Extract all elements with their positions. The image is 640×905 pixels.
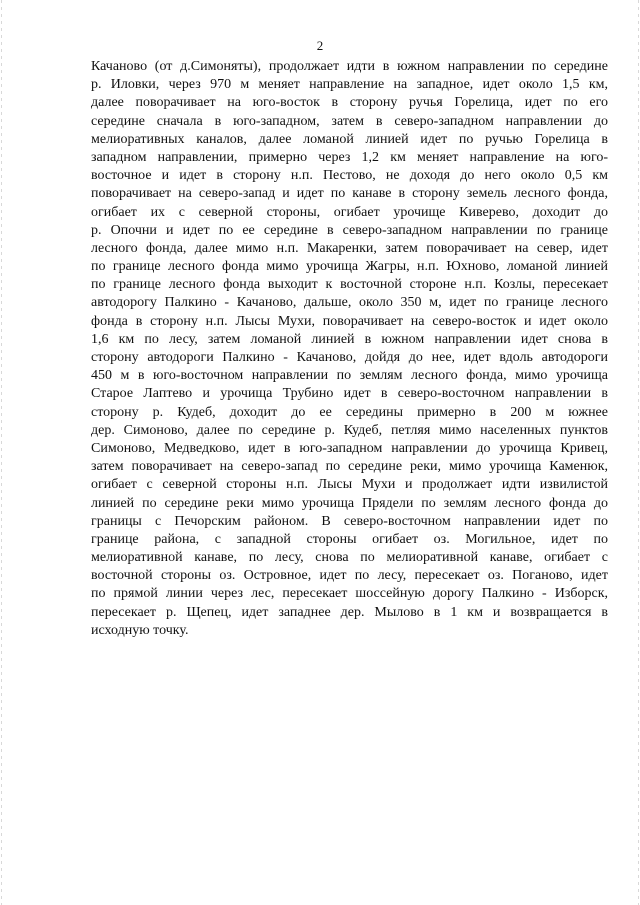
text-line: мелиоративных каналов, далее ломаной линией идет по ручью Горелица в [91,131,608,147]
text-line: поворачивает на северо-запад и идет по канаве в сторону земель лесного фонда, [91,186,608,202]
text-line: мелиоративной канаве, по лесу, снова по мелиоративной канаве, огибает с [91,550,608,566]
text-line: по прямой линии через лес, пересекает шоссейную дорогу Палкино - Изборск, [91,586,608,602]
text-line: автодорогу Палкино - Качаново, дальше, около 350 м, идет по границе лесного [91,295,608,311]
text-line: 1,6 км по лесу, затем ломаной линией в южном направлении идет снова в [91,331,608,347]
body-paragraph [91,58,608,640]
text-line: дер. Симоново, далее по середине р. Кудеб, петляя мимо населенных пунктов [91,422,608,438]
text-line: сторону р. Кудеб, доходит до ее середины примерно в 200 м южнее [91,404,608,420]
text-line: огибает их с северной стороны, огибает урочище Киверево, доходит до [91,204,608,220]
text-line: сторону автодороги Палкино - Качаново, дойдя до нее, идет вдоль автодороги [91,350,608,365]
text-line: восточной стороны оз. Островное, идет по лесу, пересекает оз. Поганово, идет [91,568,608,584]
text-line: границе района, с западной стороны огибает оз. Могильное, идет по [91,531,608,547]
text-line: Старое Лаптево и урочища Трубино идет в северо-восточном направлении в [91,386,608,402]
text-line: пересекает р. Щепец, идет западнее дер. Мылово в 1 км и возвращается в [91,604,608,620]
text-line: фонда в сторону н.п. Лысы Мухи, поворачивает на северо-восток и идет около [91,313,608,329]
text-line: р. Опочни и идет по ее середине в северо-западном направлении по границе [91,222,608,238]
scan-edge-left [1,0,2,905]
text-line: Симоново, Медведково, идет в юго-западном направлении до урочища Кривец, [91,440,608,456]
text-line: по границе лесного фонда выходит к восточной стороне н.п. Козлы, пересекает [91,277,608,293]
text-line: 450 м в юго-восточном направлении по землям лесного фонда, мимо урочища [91,368,608,384]
page-number: 2 [316,38,324,53]
text-line: по границе лесного фонда мимо урочища Жагры, н.п. Юхново, ломаной линией [91,259,608,275]
text-line: середине сначала в юго-западном, затем в северо-западном направлении до [91,113,608,129]
text-line: восточное и идет в сторону н.п. Пестово, не доходя до него около 0,5 км [91,168,608,184]
text-line: затем поворачивает на северо-запад по середине реки, мимо урочища Каменюк, [91,459,608,475]
text-line: исходную точку. [91,622,189,638]
text-line: границы с Печорским районом. В северо-восточном направлении идет по [91,513,608,529]
text-line: далее поворачивает на юго-восток в сторону ручья Горелица, идет по его [91,95,608,111]
text-line: р. Иловки, через 970 м меняет направление на западное, идет около 1,5 км, [91,77,608,93]
text-line: Качаново (от д.Симоняты), продолжает идти в южном направлении по середине [91,59,608,74]
text-line: линией по середине реки мимо урочища Прядели по землям лесного фонда до [91,495,608,511]
text-line: лесного фонда, далее мимо н.п. Макаренки, затем поворачивает на север, идет [91,240,608,256]
text-line: огибает с северной стороны н.п. Лысы Мухи и продолжает идти извилистой [91,477,608,493]
scan-edge-right [638,0,639,905]
text-line: западном направлении, примерно через 1,2 км меняет направление на юго- [91,149,608,165]
